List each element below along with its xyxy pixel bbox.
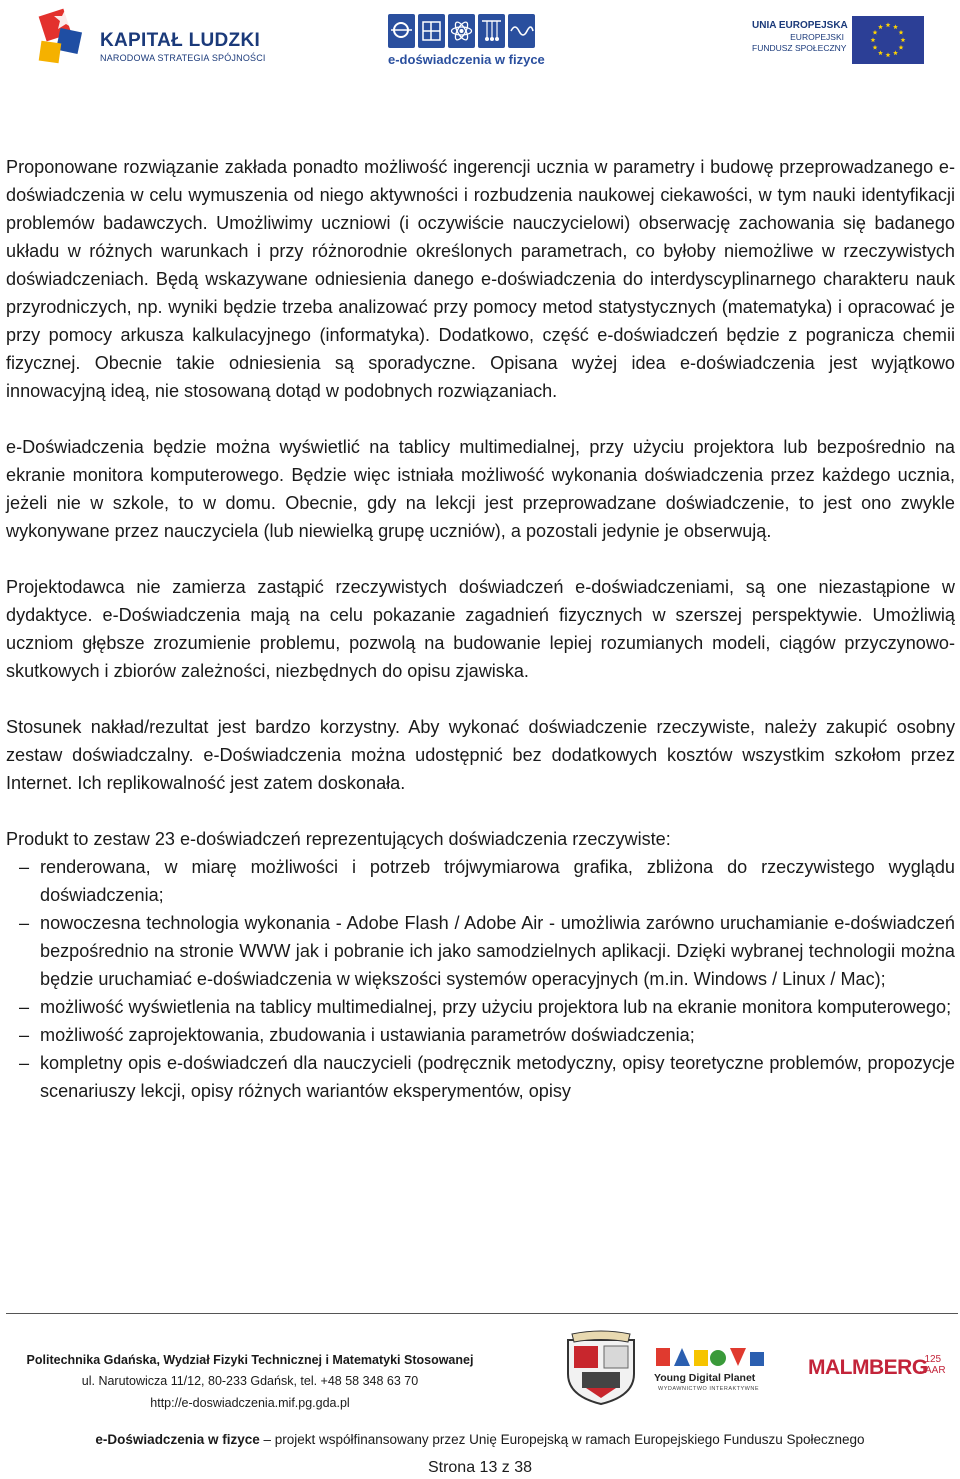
malmberg-anniversary — [920, 1354, 946, 1376]
atom-icon — [448, 14, 475, 48]
list-item — [6, 1049, 955, 1105]
footer-project-note — [0, 1432, 960, 1447]
eu-text — [752, 20, 848, 53]
malmberg-years: 125 — [924, 1354, 942, 1365]
ydp-tagline: WYDAWNICTWO INTERAKTYWNE — [658, 1386, 760, 1392]
footer-info — [0, 1350, 500, 1414]
list-dash: – — [19, 997, 30, 1017]
footer-address: ul. Narutowicza 11/12, 80-233 Gdańsk, tel. +48 58 348 63 70 — [81, 1374, 419, 1388]
document-body — [6, 153, 955, 1105]
kapital-ludzki-emblem-icon — [36, 6, 92, 72]
list-item-text: nowoczesna technologia wykonania - Adobe Flash / Adobe Air - umożliwia zarówno uruchamianie e-doświadczeń bezpośrednio na stronie WWW jak i pobranie ich jako samodzielnych aplikacji. Dzięki wybranej technologii można będzie uruchamiać e-doświadczenia w większości systemów operacyjnych (m.in. Windows / Linux / Mac); — [40, 913, 955, 989]
feature-list — [6, 853, 955, 1105]
paragraph-2: e-Doświadczenia będzie można wyświetlić na tablicy multimedialnej, przy użyciu projektora lub bezpośrednio na ekranie monitora komputerowego. Będzie więc istniała możliwość wykonania doświadczenia przez każdego ucznia, jeżeli nie w szkole, to w domu. Obecnie, gdy na lekcji jest przeprowadzane doświadczenie, to jest ono zwykle wykonywane przez nauczyciela (lub niewielką grupę uczniów), a pozostali jedynie je obserwują. — [6, 437, 955, 541]
ydp-shapes-icon — [656, 1344, 772, 1370]
list-dash: – — [19, 1053, 30, 1073]
malmberg-jaar: JAAR — [920, 1365, 946, 1376]
footer-divider — [6, 1313, 958, 1314]
list-item — [6, 853, 955, 909]
list-dash: – — [19, 1025, 30, 1045]
paragraph-4: Stosunek nakład/rezultat jest bardzo korzystny. Aby wykonać doświadczenie rzeczywiste, należy zakupić osobny zestaw doświadczalny. e-Doświadczenia można udostępnić bez dodatkowych kosztów wszystkim szkołom przez Internet. Ich replikowalność jest zatem doskonała. — [6, 717, 955, 793]
paragraph-3: Projektodawca nie zamierza zastąpić rzeczywistych doświadczeń e-doświadczeniami, są one niezastąpione w dydaktyce. e-Doświadczenia mają na celu pokazanie zagadnień fizycznych w szerszej perspektywie. Umożliwią uczniom głębsze zrozumienie problemu, pozwolą na budowanie lepiej rozumianych modeli, ciągów przyczynowo-skutkowych i zbiorów zależności, niezbędnych do opisu zjawiska. — [6, 577, 955, 681]
lens-icon — [388, 14, 415, 48]
circuit-icon — [418, 14, 445, 48]
malmberg-logo — [808, 1350, 944, 1386]
edf-title: e-doświadczenia w fizyce — [388, 52, 545, 67]
pendulum-icon — [478, 14, 505, 48]
list-dash: – — [19, 913, 30, 933]
eu-line-3: FUNDUSZ SPOŁECZNY — [752, 43, 847, 53]
young-digital-planet-logo — [654, 1344, 772, 1392]
page-header — [0, 0, 960, 80]
page-number: Strona 13 z 38 — [427, 1459, 533, 1476]
ydp-name: Young Digital Planet — [654, 1372, 756, 1384]
kapital-ludzki-title: KAPITAŁ LUDZKI — [100, 30, 261, 51]
list-item-text: możliwość wyświetlenia na tablicy multimedialnej, przy użyciu projektora lub na ekranie monitora komputerowego; — [40, 997, 952, 1017]
politechnika-gdanska-crest-icon — [562, 1330, 640, 1406]
eu-line-2: EUROPEJSKI — [790, 32, 844, 42]
footer-website-link[interactable]: http://e-doswiadczenia.mif.pg.gda.pl — [150, 1396, 350, 1410]
malmberg-wordmark: MALMBERG — [808, 1356, 928, 1379]
kapital-ludzki-subtitle: NARODOWA STRATEGIA SPÓJNOŚCI — [100, 53, 266, 63]
list-dash: – — [19, 857, 30, 877]
e-doswiadczenia-logo — [388, 14, 548, 74]
footer-project-name: e-Doświadczenia w fizyce — [95, 1432, 260, 1447]
list-item-text: możliwość zaprojektowania, zbudowania i ustawiania parametrów doświadczenia; — [40, 1025, 695, 1045]
list-item-text: kompletny opis e-doświadczeń dla nauczycieli (podręcznik metodyczny, opisy teoretyczne problemów, propozycje scenariuszy lekcji, opisy różnych wariantów eksperymentów, opisy — [40, 1053, 955, 1101]
eu-flag-icon — [852, 16, 924, 64]
list-item — [6, 909, 955, 993]
footer-org: Politechnika Gdańska, Wydział Fizyki Technicznej i Matematyki Stosowanej — [26, 1353, 474, 1367]
list-item — [6, 1021, 955, 1049]
footer-project-text: – projekt współfinansowany przez Unię Europejską w ramach Europejskiego Funduszu Społecznego — [259, 1432, 865, 1447]
eu-logo — [752, 16, 932, 68]
wave-icon — [508, 14, 535, 48]
paragraph-1: Proponowane rozwiązanie zakłada ponadto możliwość ingerencji ucznia w parametry i budowę przeprowadzanego e-doświadczenia w celu wymuszenia od niego aktywności i rozbudzenia naukowej ciekawości, w tym nauki identyfikacji problemów badawczych. Umożliwimy uczniowi (i oczywiście nauczycielowi) obserwację zachowania się badanego układu w różnych warunkach i przy różnorodnie określonych parametrach, co byłoby niemożliwe w rzeczywistych doświadczeniach. Będą wskazywane odniesienia danego e-doświadczenia do interdyscyplinarnego charakteru nauk przyrodniczych, np. wyniki będzie trzeba analizować przy pomocy metod statystycznych (matematyka) i opracować je przy pomocy arkusza kalkulacyjnego (informatyka). Dodatkowo, część e-doświadczeń będzie z pogranicza chemii fizycznej. Obecnie takie odniesienia są sporadyczne. Opisana wyżej idea e-doświadczenia jest wyjątkowo innowacyjną ideą, nie stosowaną dotąd w podobnych rozwiązaniach. — [6, 157, 955, 401]
paragraph-5: Produkt to zestaw 23 e-doświadczeń reprezentujących doświadczenia rzeczywiste: — [6, 829, 671, 849]
list-item-text: renderowana, w miarę możliwości i potrzeb trójwymiarowa grafika, zbliżona do rzeczywistego wyglądu doświadczenia; — [40, 857, 955, 905]
list-item — [6, 993, 955, 1021]
eu-line-1: UNIA EUROPEJSKA — [752, 20, 848, 31]
edf-icon-row — [388, 14, 535, 50]
kapital-ludzki-logo — [36, 6, 266, 76]
